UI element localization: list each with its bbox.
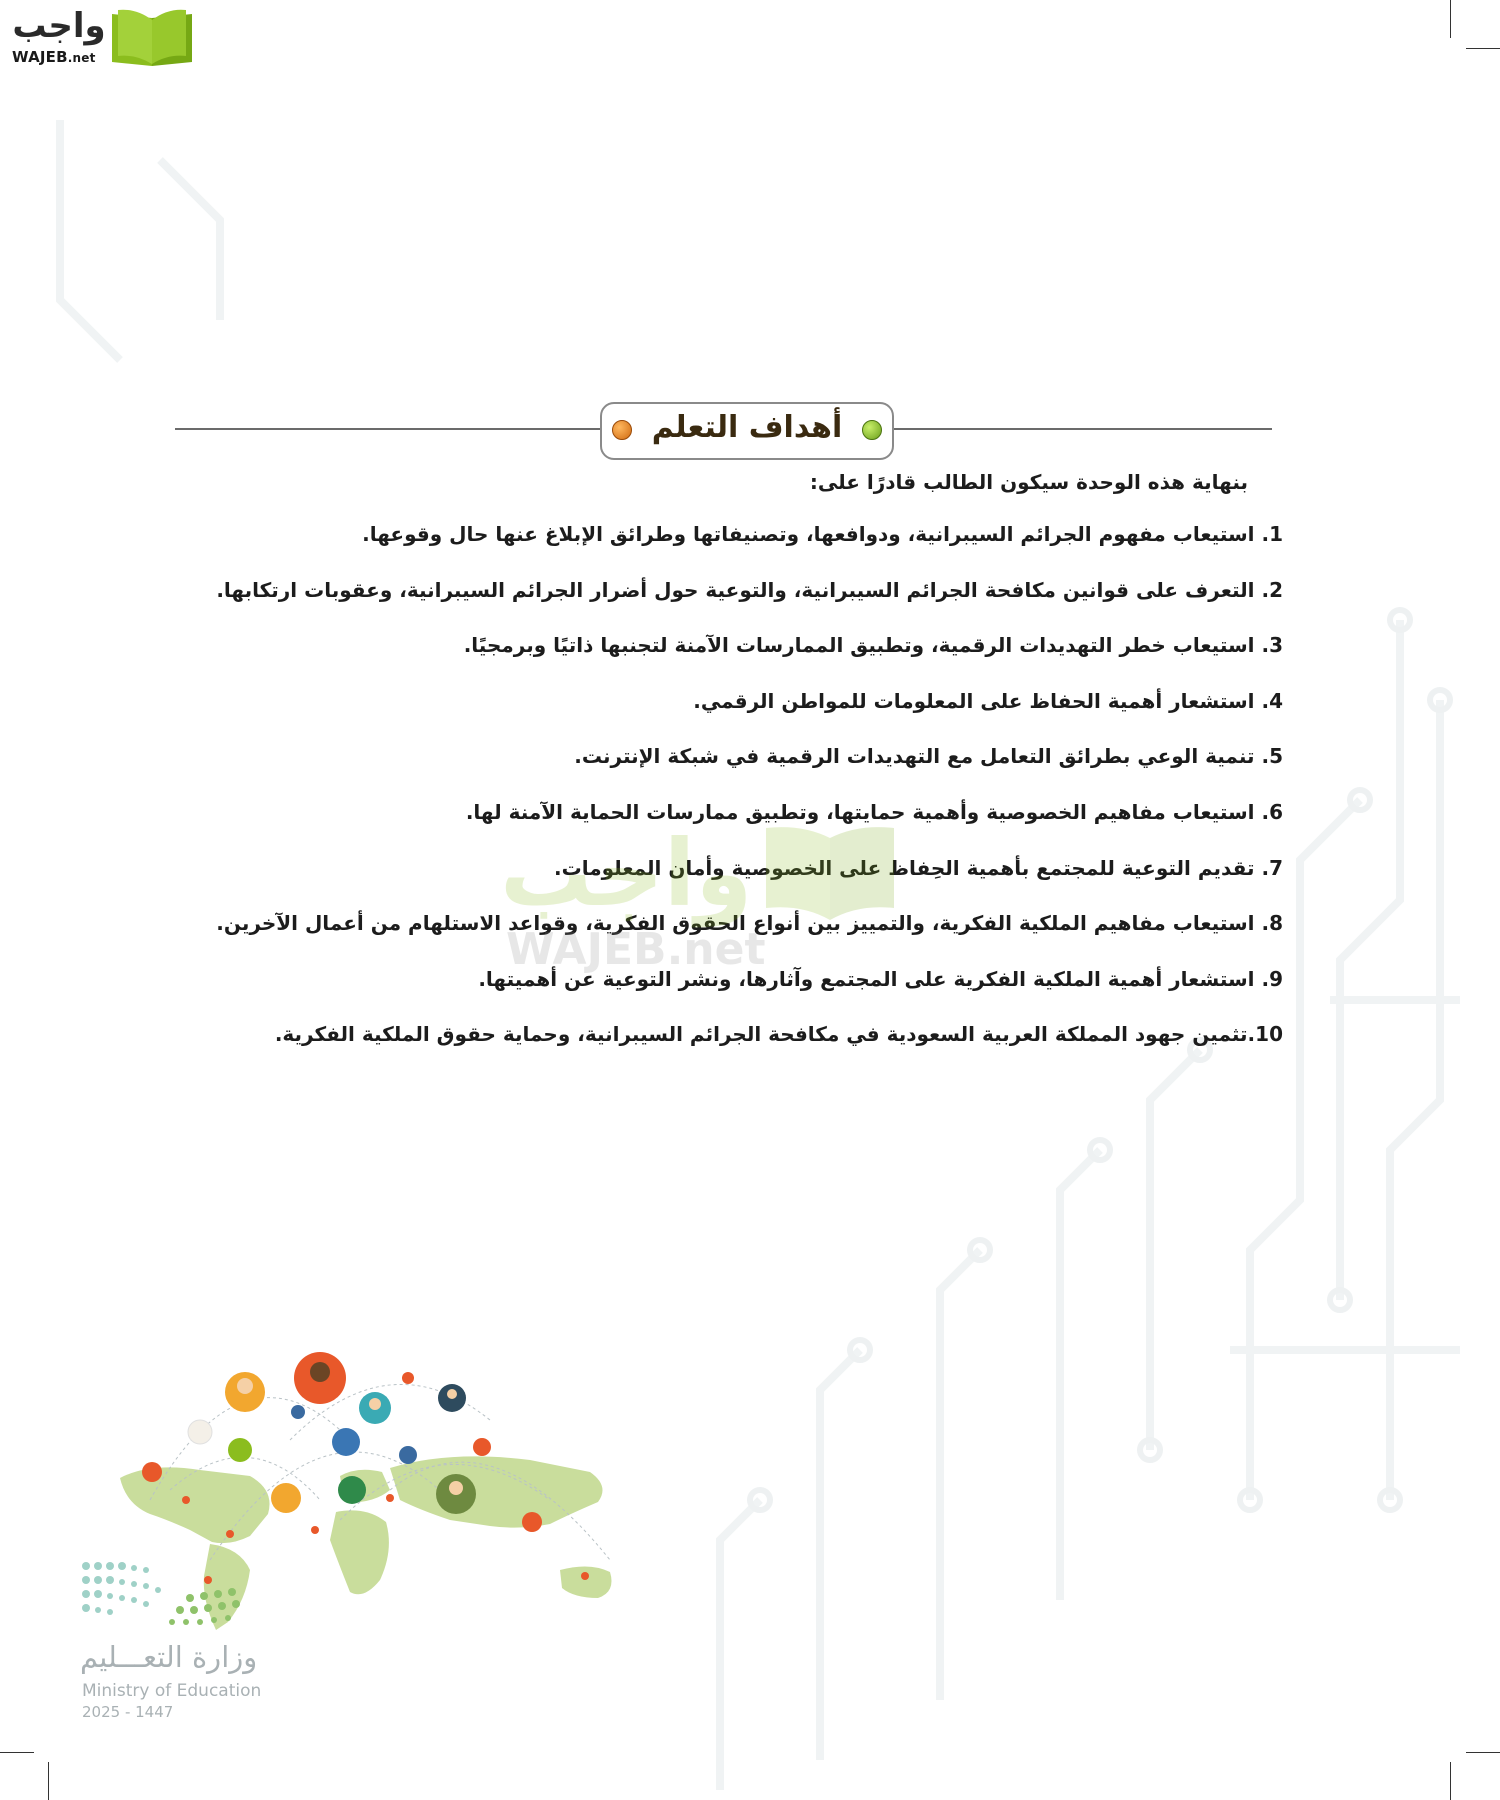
objective-item: 5. تنمية الوعي بطرائق التعامل مع التهديدات الرقمية في شبكة الإنترنت. <box>574 744 1283 769</box>
title-rule-right <box>890 428 1272 430</box>
objectives-list <box>216 522 1283 1078</box>
crop-mark <box>0 1752 34 1753</box>
objective-item: 3. استيعاب خطر التهديدات الرقمية، وتطبيق الممارسات الآمنة لتجنبها ذاتيًا وبرمجيًا. <box>463 633 1283 658</box>
intro-text: بنهاية هذه الوحدة سيكون الطالب قادرًا على: <box>809 470 1248 494</box>
watermark-book-icon <box>750 824 910 924</box>
objective-item: 4. استشعار أهمية الحفاظ على المعلومات للمواطن الرقمي. <box>693 688 1283 713</box>
objective-item: 7. تقديم التوعية للمجتمع بأهمية الحِفاظ على الخصوصية وأمان المعلومات. <box>554 855 1283 880</box>
section-title-box <box>600 402 894 460</box>
watermark <box>500 820 920 980</box>
objective-item: 8. استيعاب مفاهيم الملكية الفكرية، والتمييز بين أنواع الحقوق الفكرية، وقواعد الاستلهام من أعمال الآخرين. <box>216 911 1283 936</box>
watermark-arabic: واجب <box>500 820 753 927</box>
ministry-dots-icon <box>80 1560 270 1630</box>
book-icon <box>106 6 198 68</box>
watermark-latin: WAJEB.net <box>506 924 766 975</box>
ministry-name-english: Ministry of Education <box>82 1681 262 1701</box>
logo-latin-suffix: .net <box>67 51 96 65</box>
site-logo[interactable] <box>10 4 190 70</box>
crop-mark <box>1450 0 1451 38</box>
logo-latin-text <box>12 48 96 66</box>
orange-bullet-icon <box>612 420 632 440</box>
ministry-name-arabic: وزارة التعـــليم <box>80 1640 258 1674</box>
crop-mark <box>48 1762 49 1800</box>
objective-item: 6. استيعاب مفاهيم الخصوصية وأهمية حمايتها، وتطبيق ممارسات الحماية الآمنة لها. <box>465 799 1283 824</box>
crop-mark <box>1450 1762 1451 1800</box>
objective-item: 9. استشعار أهمية الملكية الفكرية على المجتمع وآثارها، ونشر التوعية عن أهميتها. <box>478 966 1283 991</box>
objective-item: 1. استيعاب مفهوم الجرائم السيبرانية، ودوافعها، وتصنيفاتها وطرائق الإبلاغ عنها حال وقوعها. <box>362 522 1283 546</box>
crop-mark <box>1466 1752 1500 1753</box>
section-title: أهداف التعلم <box>651 410 843 445</box>
logo-latin-main: WAJEB <box>12 48 68 66</box>
ministry-year: 2025 - 1447 <box>82 1703 174 1721</box>
crop-mark <box>1466 48 1500 49</box>
title-rule-left <box>175 428 600 430</box>
green-bullet-icon <box>862 420 882 440</box>
logo-arabic-text: واجب <box>12 6 106 46</box>
ministry-logo <box>80 1560 340 1730</box>
objective-item: 2. التعرف على قوانين مكافحة الجرائم السيبرانية، والتوعية حول أضرار الجرائم السيبرانية، وعقوبات ارتكابها. <box>216 577 1283 602</box>
objective-item: 10.تثمين جهود المملكة العربية السعودية في مكافحة الجرائم السيبرانية، وحماية حقوق الملكية الفكرية. <box>274 1022 1283 1047</box>
